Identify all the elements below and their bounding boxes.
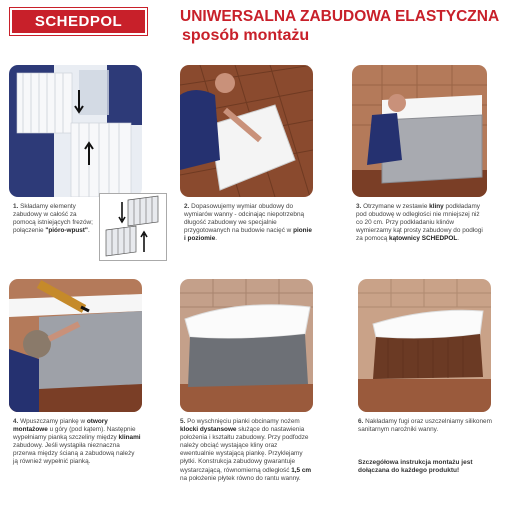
step-number: 5. [180,418,188,425]
caption-text: podkładamy pod obudowę w odległości nie mniejszej niż co 20 cm. Przy podkładaniu klinów wymierzamy kąt prosty zabudowy do podłogi za pomocą [356,203,483,243]
step-1-photo [9,65,142,197]
step-number: 4. [13,418,21,425]
page-title [180,8,500,46]
caption-emphasis: pionie i poziomie [184,227,312,243]
caption-text: Dopasowujemy wymiar obudowy do wymiarów wanny - odcinając niepotrzebną długość zabudowy we specjalnie przygotowanych na budowie nacięć w [184,203,305,235]
step-number: 6. [358,418,366,425]
step-5-caption [180,418,312,483]
step-5-photo [180,279,313,412]
caption-text: Nakładamy fugi oraz uszczelniamy silikonem sanitarnym narożniki wanny. [358,418,492,434]
step-4-caption [13,418,141,467]
caption-text: Wpuszczamy piankę w [20,418,87,425]
step-4-photo [9,279,142,412]
caption-text: u góry (pod kątem). Następnie wypełniamy pianką szczeliny między [13,426,136,442]
caption-emphasis: otwory montażowe [13,418,108,434]
step-3-caption [356,203,488,243]
step-6-photo [358,279,491,412]
caption-text: Po wyschnięciu pianki obcinamy nożem [187,418,300,425]
caption-text: na położenie płytek równo do rantu wanny. [180,474,301,482]
step-1-caption [13,203,97,235]
step-number: 1. [13,203,21,210]
step-number: 3. [356,203,364,210]
brand-logo [10,8,147,35]
caption-text: . [215,235,218,243]
caption-text: . [457,235,460,243]
caption-text: . [87,227,90,235]
step-2-caption [184,203,312,243]
step-3-photo [352,65,487,197]
caption-emphasis: klocki dystansowe [180,426,237,434]
title-line-1: UNIWERSALNA ZABUDOWA ELASTYCZNA [180,8,500,25]
caption-text: zabudowy. Jeśli wystąpiła nieznaczna przerwa między ścianą a zabudową należy ją również wypełnić pianką. [13,442,135,466]
step-number: 2. [184,203,192,210]
step-6-caption [358,418,496,434]
caption-text: służące do nastawienia położenia i kształtu zabudowy. Przy podfodze należy obciąć wystające kliny oraz ewentualnie wystającą piankę. Przyklejamy płytki. Konstrukcja zabudowy gwarantuje wystarczającą, równomierną odległość [180,426,309,474]
caption-text: Składamy elementy zabudowy w całość za pomocą istniejących frezów; połączenie [13,203,93,235]
caption-emphasis: klinami [118,434,141,442]
caption-emphasis: "pióro-wpust" [45,227,88,235]
title-line-2: sposób montażu [182,27,310,44]
footer-note: Szczegółowa instrukcja montażu jest dołączana do każdego produktu! [358,459,473,475]
caption-emphasis: 1,5 cm [291,466,312,474]
caption-emphasis: kątownicy SCHEDPOL [389,235,458,243]
step-1-joint-diagram [99,193,167,261]
caption-text: Otrzymane w zestawie [363,203,430,210]
caption-emphasis: kliny [429,203,444,210]
brand-logo-text: SCHEDPOL [34,13,123,30]
step-2-photo [180,65,313,197]
